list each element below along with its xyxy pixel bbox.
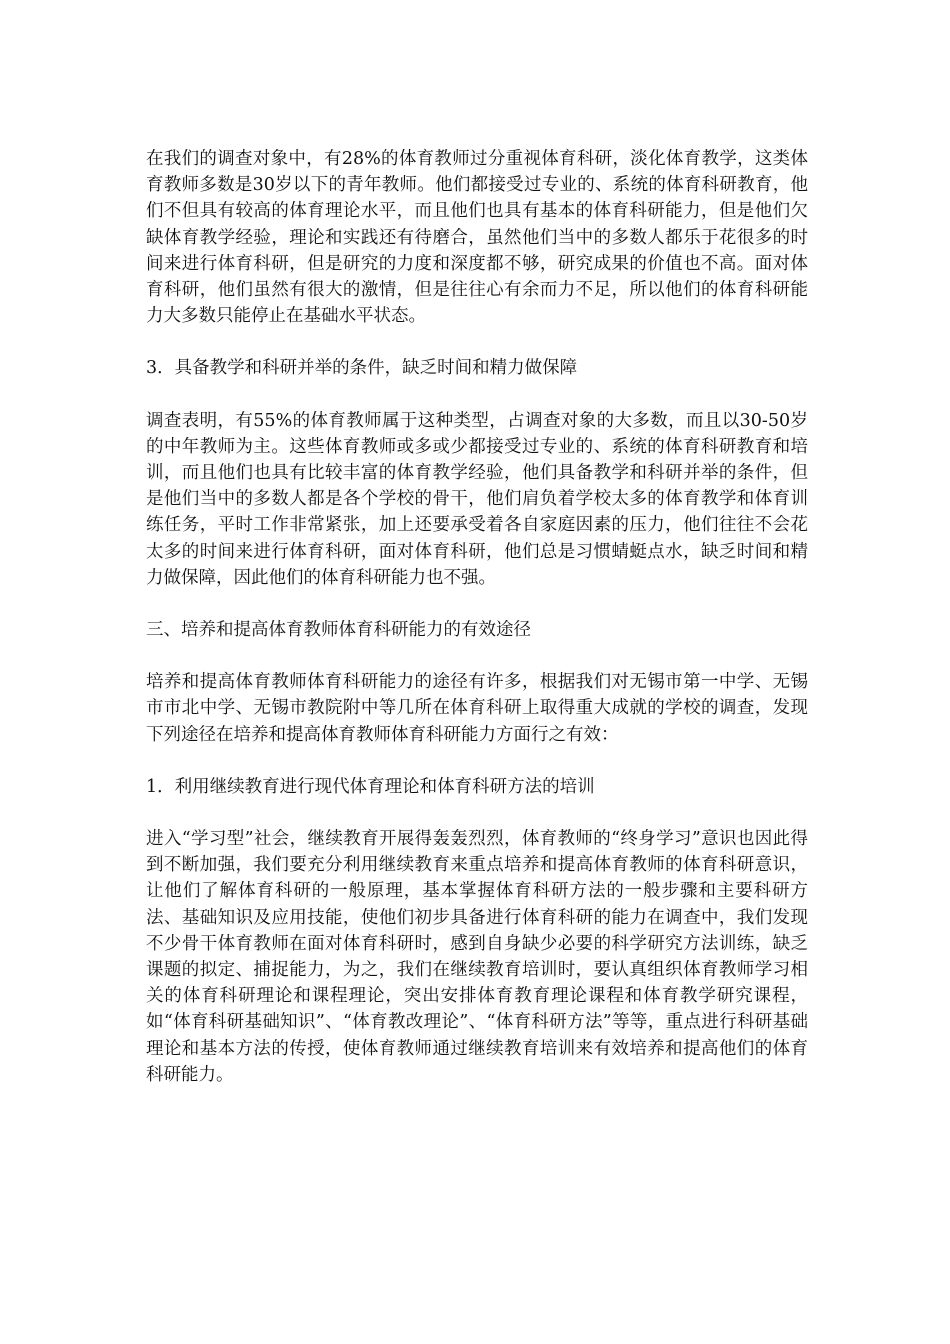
paragraph-middle-aged-teachers: 调查表明，有55%的体育教师属于这种类型，占调查对象的大多数，而且以30-50岁的中年教师为主。这些体育教师或多或少都接受过专业的、系统的体育科研教育和培训，而且他们也具有比较丰富的体育教学经验，他们具备教学和科研并举的条件，但是他们当中的多数人都是各个学校的骨干，他们肩负着学校太多的体育教学和体育训练任务，平时工作非常紧张，加上还要承受着各自家庭因素的压力，他们往往不会花太多的时间来进行体育科研，面对体育科研，他们总是习惯蜻蜓点水，缺乏时间和精力做保障，因此他们的体育科研能力也不强。 [146, 410, 808, 588]
paragraph-continuing-education: 进入“学习型”社会，继续教育开展得轰轰烈烈，体育教师的“终身学习”意识也因此得到不断加强，我们要充分利用继续教育来重点培养和提高体育教师的体育科研意识，让他们了解体育科研的一般原理，基本掌握体育科研方法的一般步骤和主要科研方法、基础知识及应用技能，使他们初步具备进行体育科研的能力在调查中，我们发现不少骨干体育教师在面对体育科研时，感到自身缺少必要的科学研究方法训练，缺乏课题的拟定、捕捉能力，为之，我们在继续教育培训时，要认真组织体育教师学习相关的体育科研理论和课程理论，突出安排体育教育理论课程和体育教学研究课程，如“体育科研基础知识”、“体育教改理论”、“体育科研方法”等等，重点进行科研基础理论和基本方法的传授，使体育教师通过继续教育培训来有效培养和提高他们的体育科研能力。 [146, 829, 808, 1085]
section-heading-3: 3．具备教学和科研并举的条件，缺乏时间和精力做保障 [146, 358, 578, 379]
paragraph-young-teachers: 在我们的调查对象中，有28%的体育教师过分重视体育科研，淡化体育教学，这类体育教师多数是30岁以下的青年教师。他们都接受过专业的、系统的体育科研教育，他们不但具有较高的体育理论水平，而且他们也具有基本的体育科研能力，但是他们欠缺体育教学经验，理论和实践还有待磨合，虽然他们当中的多数人都乐于花很多的时间来进行体育科研，但是研究的力度和深度都不够，研究成果的价值也不高。面对体育科研，他们虽然有很大的激情，但是往往心有余而力不足，所以他们的体育科研能力大多数只能停止在基础水平状态。 [146, 149, 808, 327]
section-heading-1: 1．利用继续教育进行现代体育理论和体育科研方法的培训 [146, 776, 595, 797]
paragraph-effective-approaches: 培养和提高体育教师体育科研能力的途径有许多，根据我们对无锡市第一中学、无锡市市北中学、无锡市教院附中等几所在体育科研上取得重大成就的学校的调查，发现下列途径在培养和提高体育教师体育科研能力方面行之有效： [146, 672, 808, 745]
document-body [146, 146, 808, 1114]
section-heading-part-three: 三、培养和提高体育教师体育科研能力的有效途径 [146, 620, 531, 641]
